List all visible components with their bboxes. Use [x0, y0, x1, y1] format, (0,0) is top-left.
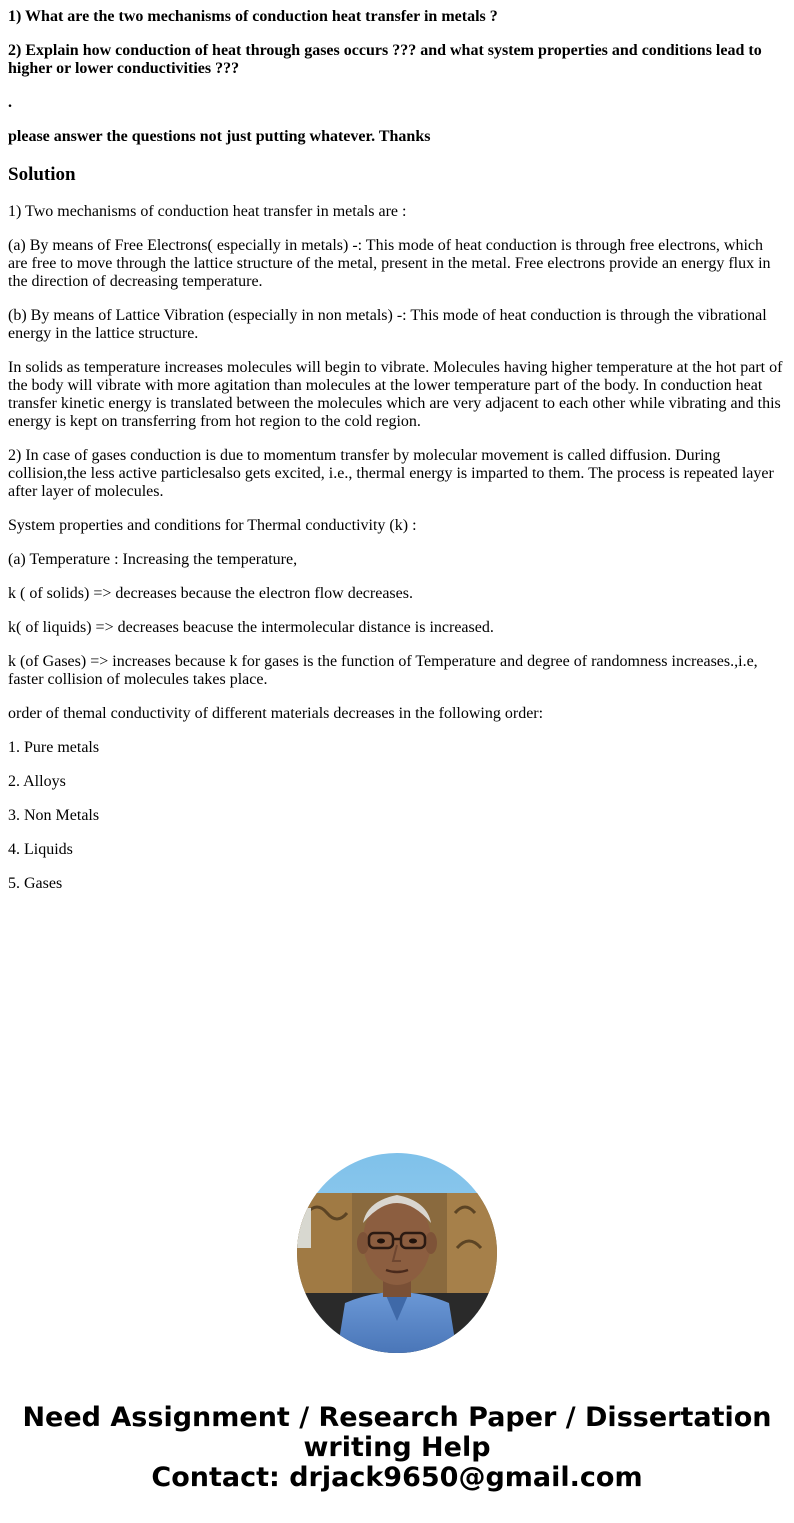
list-item: 4. Liquids	[8, 841, 73, 858]
list-item: 3. Non Metals	[8, 807, 100, 824]
answer-paragraph: k ( of solids) => decreases because the electron flow decreases.	[8, 585, 413, 602]
avatar	[297, 1153, 497, 1353]
answer-paragraph: order of themal conductivity of different materials decreases in the following order:	[8, 705, 544, 722]
question-1: 1) What are the two mechanisms of conduction heat transfer in metals ?	[8, 8, 498, 25]
document-body	[8, 0, 786, 909]
list-item: 5. Gases	[8, 875, 63, 892]
answer-paragraph: (a) Temperature : Increasing the temperature,	[8, 551, 298, 568]
solution-heading: Solution	[8, 164, 76, 185]
question-dot: .	[8, 94, 12, 111]
question-note: please answer the questions not just putting whatever. Thanks	[8, 128, 431, 145]
answer-paragraph: k( of liquids) => decreases beacuse the intermolecular distance is increased.	[8, 619, 494, 636]
question-2: 2) Explain how conduction of heat through gases occurs ??? and what system properties and conditions lead to higher or lower conductivities ???	[8, 42, 762, 77]
footer-line-2: writing Help	[303, 1432, 491, 1463]
answer-paragraph: System properties and conditions for Thermal conductivity (k) :	[8, 517, 417, 534]
answer-paragraph: (b) By means of Lattice Vibration (especially in non metals) -: This mode of heat conduction is through the vibrational energy in the lattice structure.	[8, 307, 767, 342]
answer-paragraph: 2) In case of gases conduction is due to momentum transfer by molecular movement is called diffusion. During collision,the less active particlesalso gets excited, i.e., thermal energy is imparted to them. The process is repeated layer after layer of molecules.	[8, 447, 774, 500]
list-item: 2. Alloys	[8, 773, 66, 790]
footer-line-1: Need Assignment / Research Paper / Dissertation	[22, 1402, 772, 1433]
footer-contact: Contact: drjack9650@gmail.com	[151, 1462, 643, 1493]
answer-paragraph: In solids as temperature increases molecules will begin to vibrate. Molecules having higher temperature at the hot part of the body will vibrate with more agitation than molecules at the lower temperature part of the body. In conduction heat transfer kinetic energy is translated between the molecules which are very adjacent to each other while vibrating and this energy is kept on transferring from hot region to the cold region.	[8, 359, 783, 430]
answer-paragraph: 1) Two mechanisms of conduction heat transfer in metals are :	[8, 203, 407, 220]
footer-banner	[0, 1403, 794, 1493]
answer-paragraph: (a) By means of Free Electrons( especially in metals) -: This mode of heat conduction is through free electrons, which are free to move through the lattice structure of the metal, present in the metal. Free electrons provide an energy flux in the direction of decreasing temperature.	[8, 237, 771, 290]
answer-paragraph: k (of Gases) => increases because k for gases is the function of Temperature and degree of randomness increases.,i.e, faster collision of molecules takes place.	[8, 653, 758, 688]
portrait-photo	[297, 1153, 497, 1353]
list-item: 1. Pure metals	[8, 739, 100, 756]
